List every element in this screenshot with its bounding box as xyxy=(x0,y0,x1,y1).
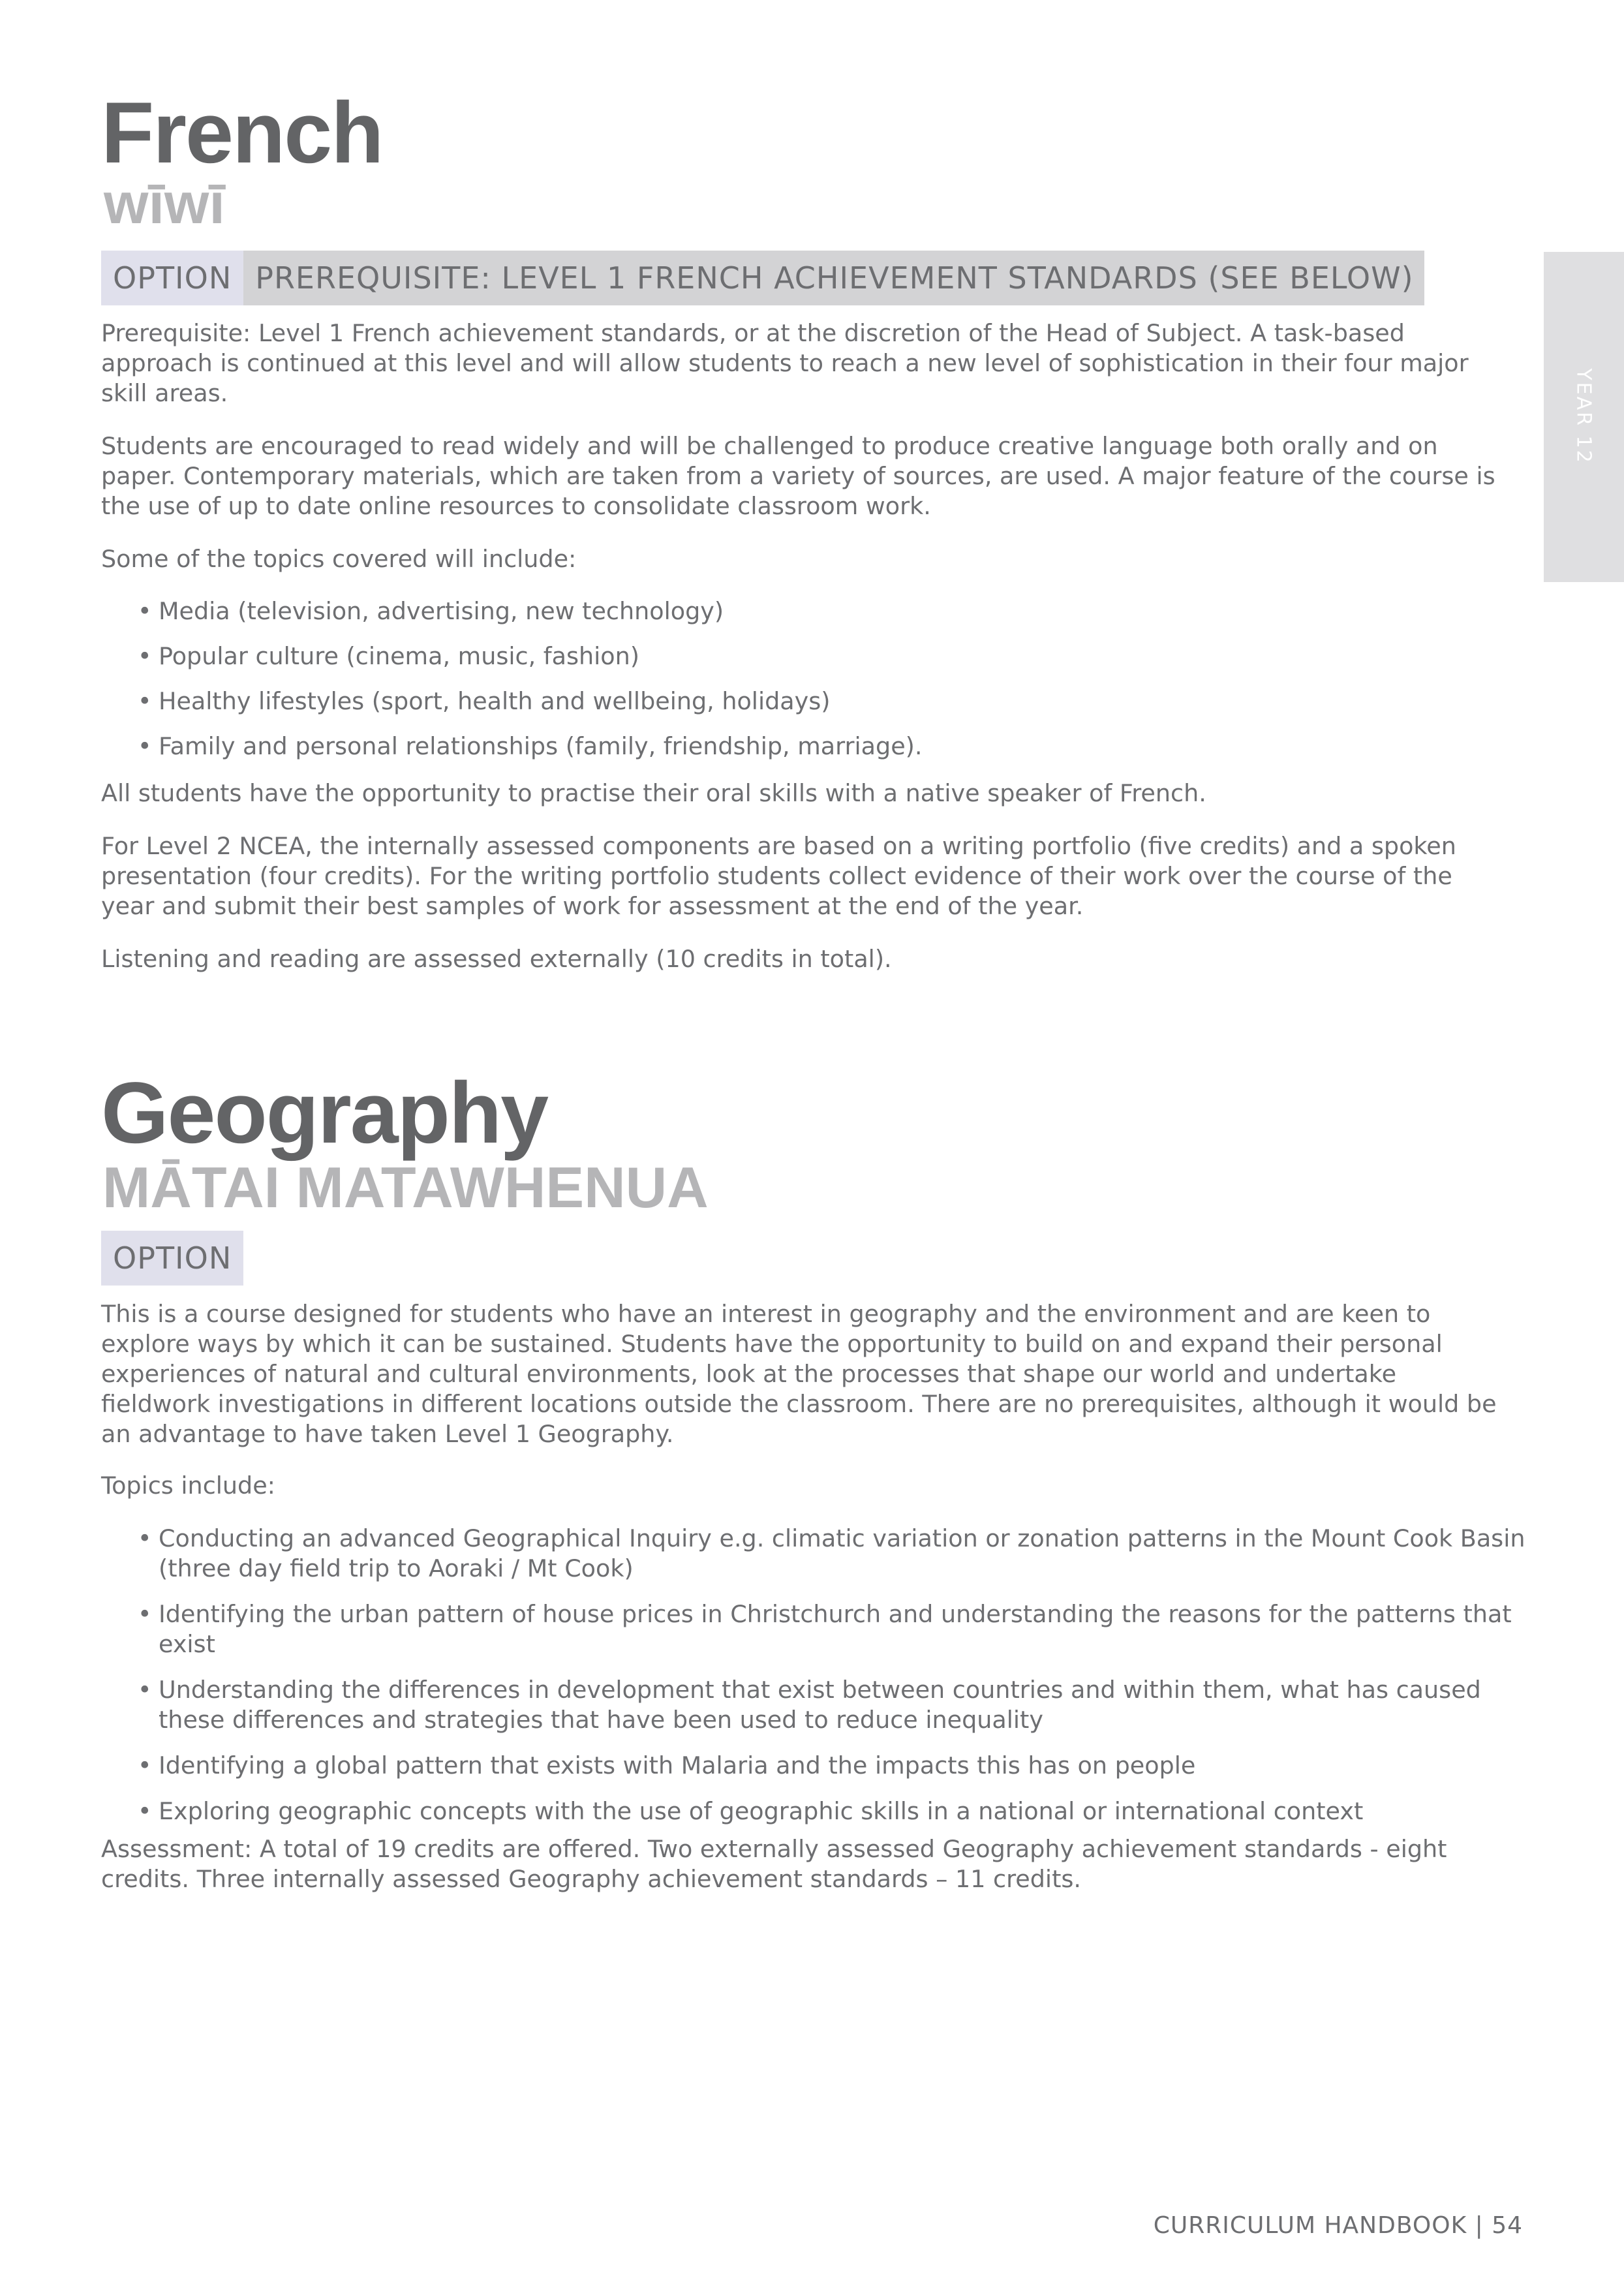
text-line: an advantage to have taken Level 1 Geography. xyxy=(101,1420,674,1448)
list-item xyxy=(101,732,923,762)
list-item xyxy=(101,686,923,716)
text-line: approach is continued at this level and will allow students to reach a new level of sophistication in their four major xyxy=(101,349,1469,377)
geography-intro-paragraph xyxy=(101,1299,1497,1449)
bullet-icon: • xyxy=(138,642,152,670)
french-tag-row xyxy=(101,251,1424,305)
bullet-icon: • xyxy=(138,1676,152,1704)
geography-title: Geography xyxy=(101,1065,548,1162)
option-badge: OPTION xyxy=(101,1231,243,1286)
french-paragraph-5: Listening and reading are assessed externally (10 credits in total). xyxy=(101,945,892,973)
text-line: experiences of natural and cultural environments, look at the processes that shape our world and undertake xyxy=(101,1360,1397,1388)
french-paragraph-4 xyxy=(101,831,1456,921)
list-item-text: Conducting an advanced Geographical Inquiry e.g. climatic variation or zonation patterns in the Mount Cook Basin xyxy=(159,1524,1525,1552)
geography-assessment xyxy=(101,1834,1447,1894)
text-line: explore ways by which it can be sustained. Students have the opportunity to build on and expand their personal xyxy=(101,1330,1443,1358)
bullet-icon: • xyxy=(138,1600,152,1628)
bullet-icon: • xyxy=(138,597,152,625)
prerequisite-badge: PREREQUISITE: LEVEL 1 FRENCH ACHIEVEMENT STANDARDS (SEE BELOW) xyxy=(243,251,1424,305)
list-item xyxy=(101,1599,1525,1659)
list-item-text: exist xyxy=(159,1630,215,1658)
list-item-text: Media (television, advertising, new technology) xyxy=(159,597,724,625)
list-item-text: Popular culture (cinema, music, fashion) xyxy=(159,642,640,670)
text-line: paper. Contemporary materials, which are taken from a variety of sources, are used. A major feature of the course is xyxy=(101,462,1495,490)
text-line: fieldwork investigations in different locations outside the classroom. There are no prerequisites, although it would be xyxy=(101,1390,1497,1418)
french-intro-paragraph xyxy=(101,318,1469,408)
list-item-text: (three day field trip to Aoraki / Mt Cook) xyxy=(159,1554,634,1582)
text-line: Students are encouraged to read widely and will be challenged to produce creative language both orally and on xyxy=(101,432,1438,460)
list-item xyxy=(101,1751,1525,1781)
text-line: Assessment: A total of 19 credits are offered. Two externally assessed Geography achievement standards - eight xyxy=(101,1835,1447,1863)
text-line: skill areas. xyxy=(101,379,228,407)
side-tab-label: YEAR 12 xyxy=(1572,368,1595,465)
text-line: presentation (four credits). For the writing portfolio students collect evidence of their work over the course of the xyxy=(101,862,1452,890)
list-item-text: Healthy lifestyles (sport, health and wellbeing, holidays) xyxy=(159,687,831,715)
text-line: credits. Three internally assessed Geography achievement standards – 11 credits. xyxy=(101,1865,1082,1893)
bullet-icon: • xyxy=(138,1797,152,1825)
list-item xyxy=(101,1675,1525,1735)
list-item xyxy=(101,596,923,626)
french-subtitle: wīwī xyxy=(104,171,225,236)
bullet-icon: • xyxy=(138,732,152,760)
french-paragraph-2 xyxy=(101,431,1495,521)
geography-topics-intro: Topics include: xyxy=(101,1471,275,1500)
geography-subtitle: MĀTAI MATAWHENUA xyxy=(102,1155,709,1220)
list-item-text: Exploring geographic concepts with the use of geographic skills in a national or international context xyxy=(159,1797,1364,1825)
bullet-icon: • xyxy=(138,1751,152,1779)
option-badge: OPTION xyxy=(101,251,243,305)
bullet-icon: • xyxy=(138,687,152,715)
geography-tag-row xyxy=(101,1231,243,1286)
french-topics-intro: Some of the topics covered will include: xyxy=(101,545,577,573)
french-title: French xyxy=(101,85,383,181)
text-line: For Level 2 NCEA, the internally assessed components are based on a writing portfolio (five credits) and a spoken xyxy=(101,832,1456,860)
french-paragraph-3: All students have the opportunity to practise their oral skills with a native speaker of French. xyxy=(101,779,1206,807)
text-line: This is a course designed for students who have an interest in geography and the environment and are keen to xyxy=(101,1300,1431,1328)
list-item-text: Identifying the urban pattern of house prices in Christchurch and understanding the reasons for the patterns that xyxy=(159,1600,1512,1628)
text-line: year and submit their best samples of work for assessment at the end of the year. xyxy=(101,892,1084,920)
page-footer: CURRICULUM HANDBOOK | 54 xyxy=(1153,2212,1523,2239)
list-item-text: Family and personal relationships (family, friendship, marriage). xyxy=(159,732,923,760)
year-side-tab xyxy=(1544,252,1624,582)
list-item xyxy=(101,1796,1525,1826)
list-item xyxy=(101,1524,1525,1584)
geography-topics-list xyxy=(101,1524,1525,1826)
list-item-text: Understanding the differences in development that exist between countries and within them, what has caused xyxy=(159,1676,1481,1704)
french-topics-list xyxy=(101,596,923,762)
bullet-icon: • xyxy=(138,1524,152,1552)
text-line: the use of up to date online resources to consolidate classroom work. xyxy=(101,492,931,520)
text-line: Prerequisite: Level 1 French achievement standards, or at the discretion of the Head of Subject. A task-based xyxy=(101,319,1405,347)
list-item-text: Identifying a global pattern that exists with Malaria and the impacts this has on people xyxy=(159,1751,1196,1779)
list-item xyxy=(101,641,923,671)
list-item-text: these differences and strategies that have been used to reduce inequality xyxy=(159,1706,1043,1734)
